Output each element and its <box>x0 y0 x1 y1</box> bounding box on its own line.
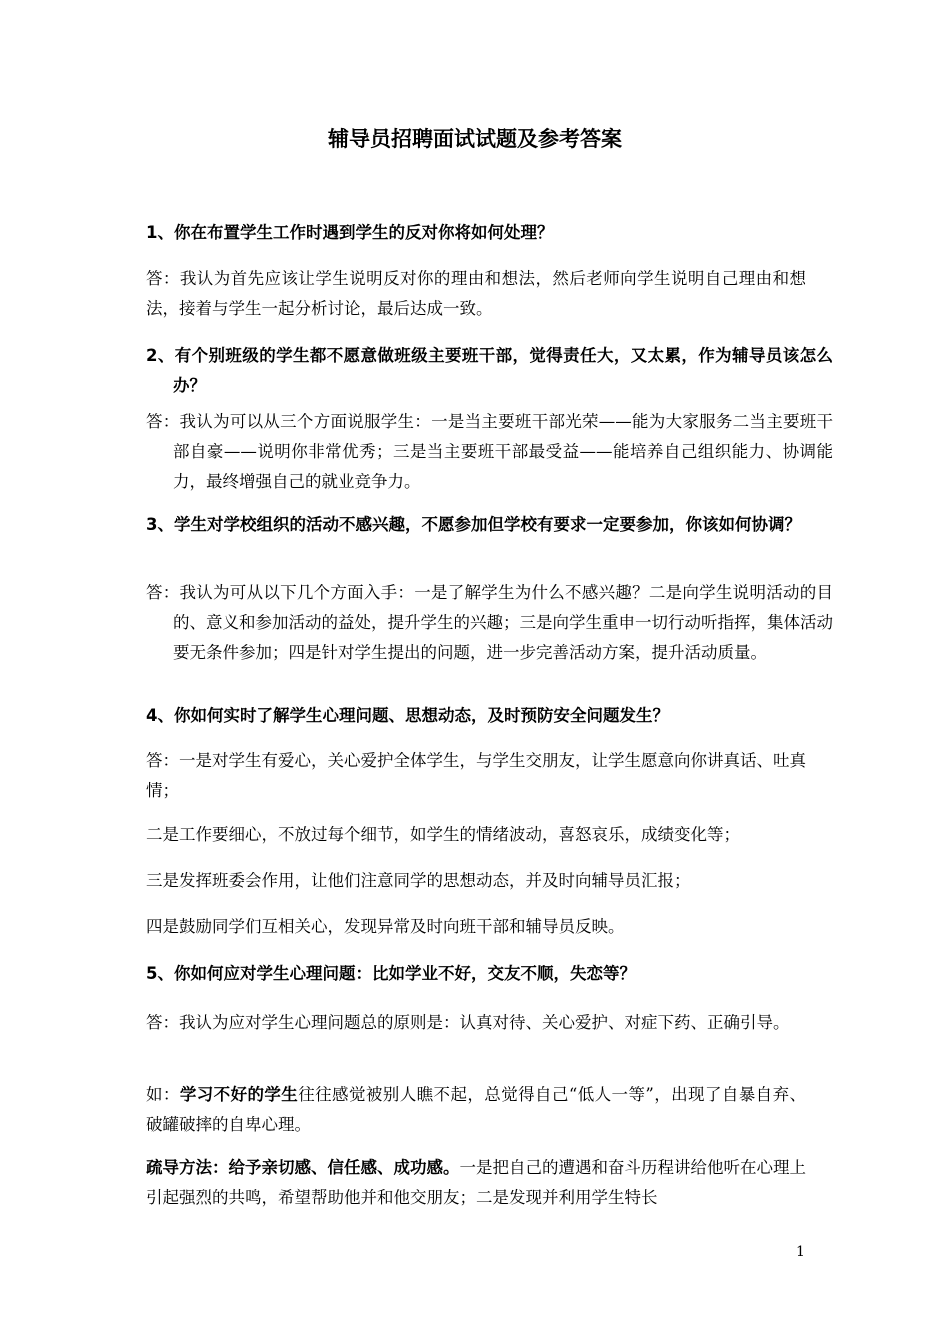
method-bold: 疏导方法：给予亲切感、信任感、成功感。 <box>146 1158 460 1177</box>
answer-2: 答：我认为可以从三个方面说服学生：一是当主要班干部光荣——能为大家服务二当主要班干部自豪——说明你非常优秀；三是当主要班干部最受益——能培养自己组织能力、协调能力，最终增强自己的就业竞争力。 <box>146 412 833 491</box>
answer-3: 答：我认为可从以下几个方面入手：一是了解学生为什么不感兴趣？二是向学生说明活动的目的、意义和参加活动的益处，提升学生的兴趣；三是向学生重申一切行动听指挥，集体活动要无条件参加；四是针对学生提出的问题，进一步完善活动方案，提升活动质量。 <box>146 583 833 662</box>
question-1: 1、你在布置学生工作时遇到学生的反对你将如何处理？ <box>146 223 554 242</box>
page-title: 辅导员招聘面试试题及参考答案 <box>328 127 622 151</box>
answer-5-method <box>146 1153 806 1213</box>
question-5: 5、你如何应对学生心理问题：比如学业不好，交友不顺，失恋等？ <box>146 964 636 983</box>
example-prefix: 如： <box>146 1085 180 1104</box>
question-3: 3、学生对学校组织的活动不感兴趣，不愿参加但学校有要求一定要参加，你该如何协调？ <box>146 515 801 534</box>
question-2: 2、有个别班级的学生都不愿意做班级主要班干部，觉得责任大，又太累，作为辅导员该怎么办？ <box>146 346 833 395</box>
answer-5-part-1: 答：我认为应对学生心理问题总的原则是：认真对待、关心爱护、对症下药、正确引导。 <box>146 1013 790 1032</box>
example-bold: 学习不好的学生 <box>179 1085 299 1104</box>
answer-4-part-3: 三是发挥班委会作用，让他们注意同学的思想动态，并及时向辅导员汇报； <box>146 871 691 890</box>
answer-5-example <box>146 1080 806 1140</box>
answer-4-part-2: 二是工作要细心，不放过每个细节，如学生的情绪波动，喜怒哀乐，成绩变化等； <box>146 825 740 844</box>
method-rest: 一是把自己的遭遇和奋斗历程讲给他听在心理上引起强烈的共鸣，希望帮助他并和他交朋友；二是发现并利用学生特长 <box>146 1158 806 1207</box>
answer-1: 答：我认为首先应该让学生说明反对你的理由和想法，然后老师向学生说明自己理由和想法，接着与学生一起分析讨论，最后达成一致。 <box>146 269 806 318</box>
answer-4-part-1: 答：一是对学生有爱心，关心爱护全体学生，与学生交朋友，让学生愿意向你讲真话、吐真情； <box>146 751 806 800</box>
page-number: 1 <box>796 1244 805 1260</box>
question-4: 4、你如何实时了解学生心理问题、思想动态，及时预防安全问题发生？ <box>146 706 669 725</box>
example-rest: 往往感觉被别人瞧不起，总觉得自己“低人一等”，出现了自暴自弃、破罐破摔的自卑心理。 <box>146 1085 807 1134</box>
answer-4-part-4: 四是鼓励同学们互相关心，发现异常及时向班干部和辅导员反映。 <box>146 917 625 936</box>
